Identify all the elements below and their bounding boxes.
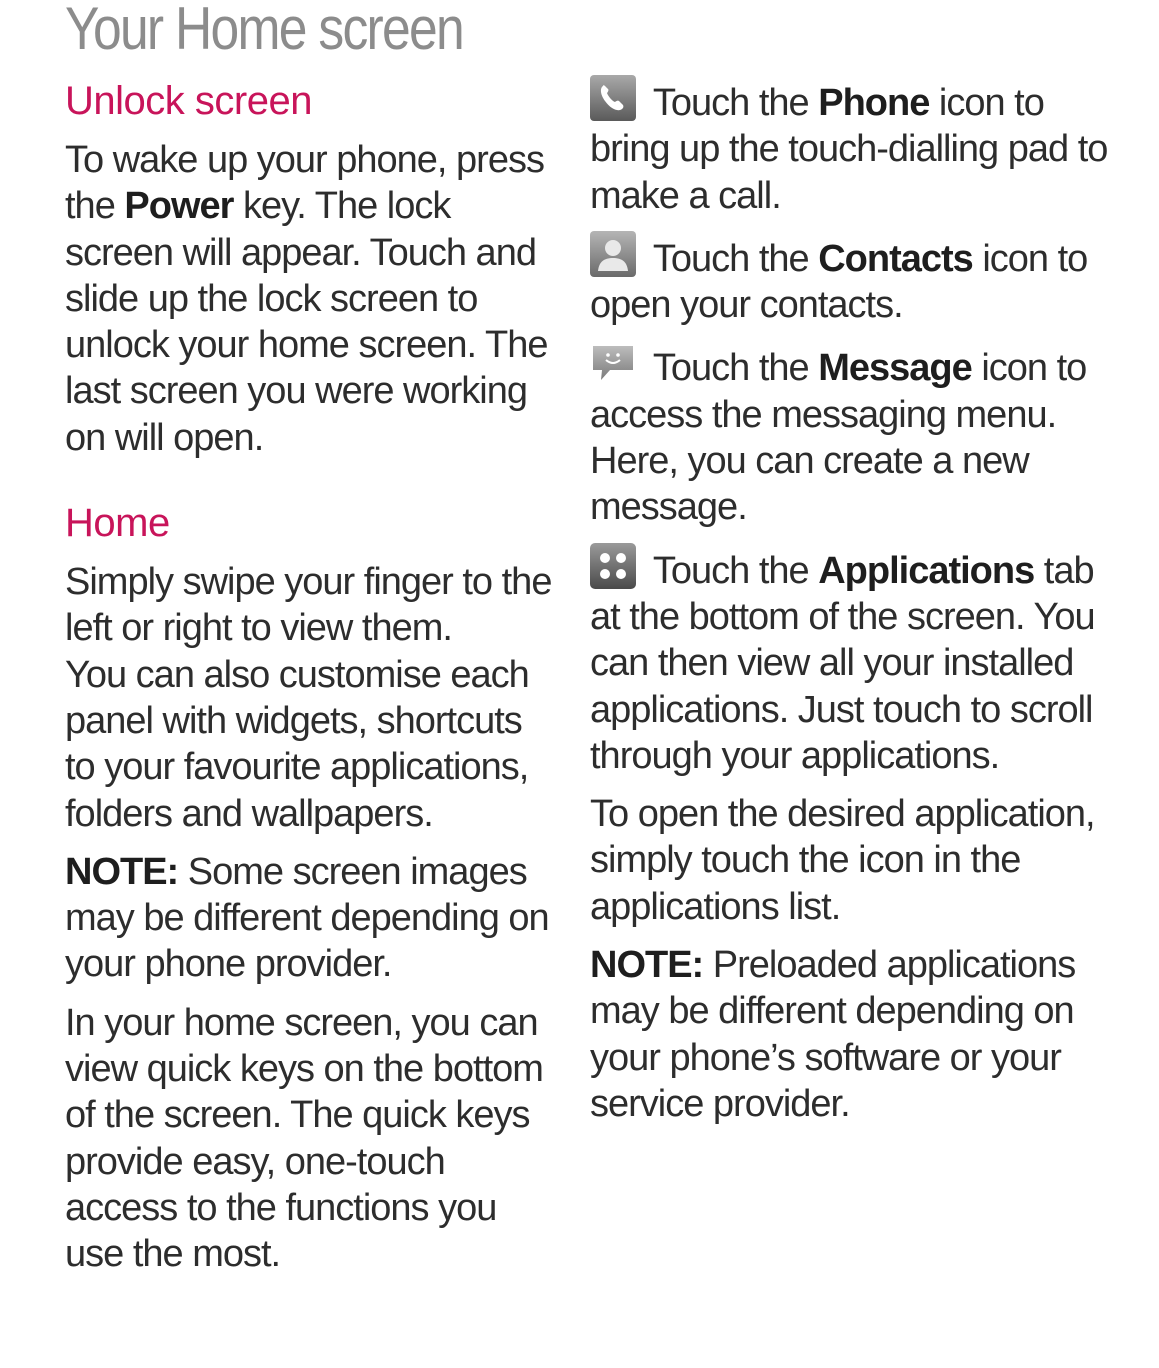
power-key-label: Power (124, 185, 234, 228)
note-text: Some screen images may be different depending on your phone provider. (65, 850, 549, 986)
phone-icon (590, 75, 636, 121)
applications-paragraph (590, 543, 1110, 779)
contacts-icon (590, 231, 636, 277)
note-label: NOTE: (65, 850, 179, 893)
phone-text-start: Touch the (644, 82, 819, 124)
right-column (590, 75, 1110, 1127)
contacts-text-end: icon to open your contacts. (590, 237, 1088, 327)
phone-label: Phone (818, 82, 930, 124)
message-text-end: icon to access the messaging menu. Here, you can create a new message. (590, 347, 1087, 529)
unlock-text-start: To wake up your phone, press the (65, 139, 544, 228)
note-paragraph-preloaded (590, 942, 1110, 1127)
home-paragraph-quick-keys: In your home screen, you can view quick keys on the bottom of the screen. The quick keys provide easy, one-touch access to the functions you use the most. (65, 1001, 543, 1276)
applications-label: Applications (818, 549, 1035, 592)
unlock-paragraph (65, 137, 555, 461)
phone-text-end: icon to bring up the touch-dialling pad to make a call. (590, 82, 1108, 217)
message-paragraph (590, 340, 1110, 530)
message-icon (590, 340, 636, 386)
phone-paragraph (590, 75, 1110, 219)
home-paragraph-customise: You can also customise each panel with widgets, shortcuts to your favourite applications, folders and wallpapers. (65, 653, 529, 835)
open-application-paragraph: To open the desired application, simply touch the icon in the applications list. (590, 793, 1095, 928)
note-paragraph-screen-images (65, 849, 555, 988)
unlock-text-end: key. The lock screen will appear. Touch and slide up the lock screen to unlock your home screen. The last screen you were working on will open. (65, 185, 548, 459)
contacts-label: Contacts (818, 237, 973, 280)
note-text: Preloaded applications may be different depending on your phone’s software or your service provider. (590, 944, 1076, 1125)
note-label: NOTE: (590, 944, 704, 987)
home-paragraph-swipe: Simply swipe your finger to the left or right to view them. (65, 561, 552, 650)
applications-icon (590, 543, 636, 589)
page-title: Your Home screen (65, 0, 463, 62)
message-label: Message (818, 347, 972, 390)
applications-text-start: Touch the (644, 549, 819, 592)
unlock-screen-heading: Unlock screen (65, 79, 312, 123)
applications-text-end: tab at the bottom of the screen. You can then view all your installed applications. Just touch to scroll through your applications. (590, 549, 1095, 777)
home-heading: Home (65, 501, 170, 546)
message-text-start: Touch the (644, 347, 819, 390)
contacts-paragraph (590, 231, 1110, 329)
left-column (65, 75, 555, 1278)
contacts-text-start: Touch the (644, 237, 819, 280)
